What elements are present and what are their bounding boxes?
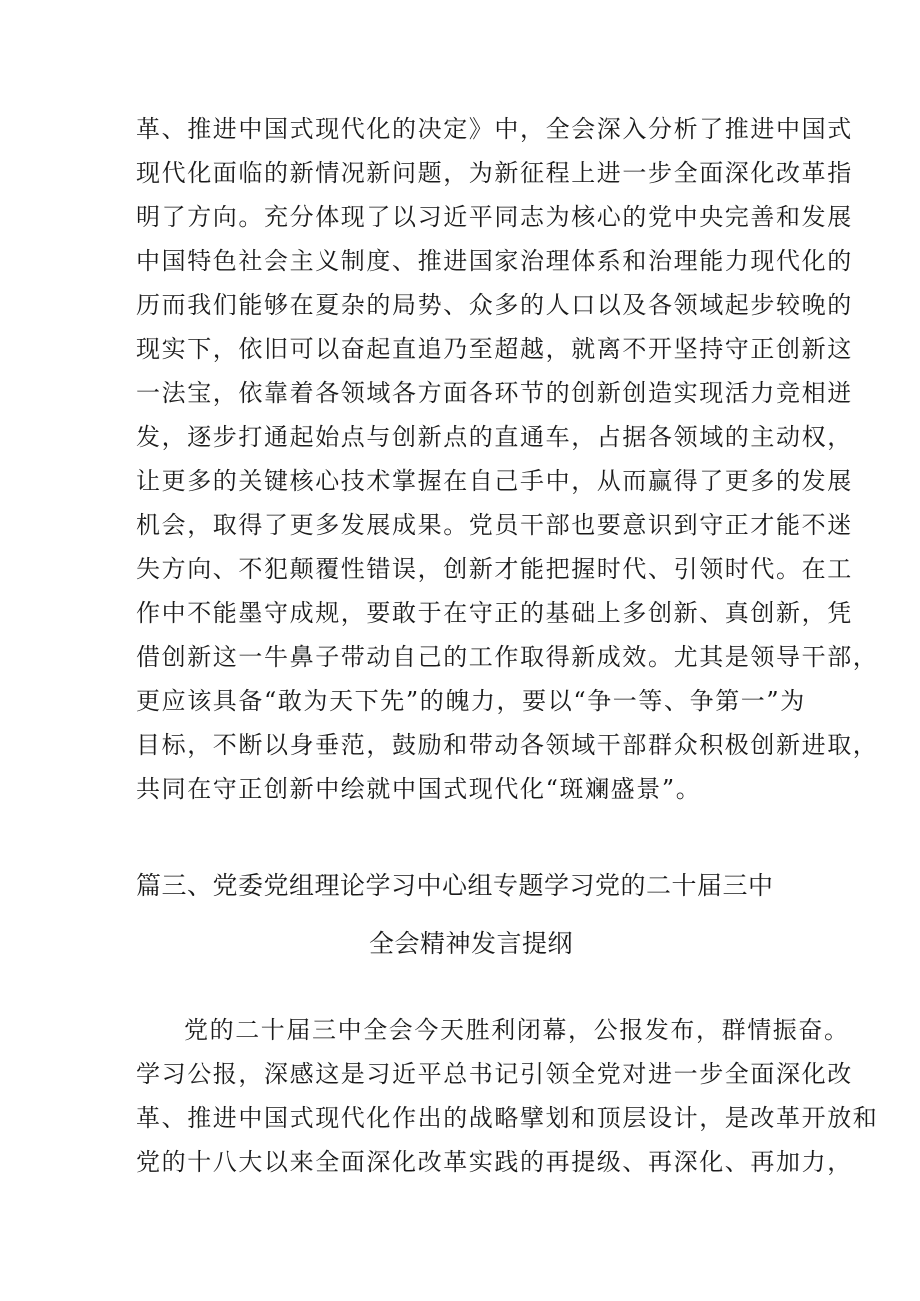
paragraph-1-line: 明了方向。充分体现了以习近平同志为核心的党中央完善和发展 [136,203,853,231]
paragraph-1-line: 历而我们能够在夏杂的局势、众多的人口以及各领域起步较晚的 [136,291,853,319]
paragraph-1-line: 中国特色社会主义制度、推进国家治理体系和治理能力现代化的 [136,247,853,275]
paragraph-1-line: 借创新这一牛鼻子带动自己的工作取得新成效。尤其是领导干部， [136,643,879,671]
paragraph-1-line: 共同在守正创新中绘就中国式现代化“斑斓盛景”。 [136,775,702,803]
paragraph-2-line: 党的十八大以来全面深化改革实践的再提级、再深化、再加力， [136,1148,853,1176]
paragraph-1-line: 机会，取得了更多发展成果。党员干部也要意识到守正才能不迷 [136,511,853,539]
paragraph-1-line: 一法宝，依靠着各领域各方面各环节的创新创造实现活力竞相迸 [136,379,853,407]
paragraph-1-line: 作中不能墨守成规，要敢于在守正的基础上多创新、真创新，凭 [136,599,853,627]
paragraph-1-line: 失方向、不犯颠覆性错误，创新才能把握时代、引领时代。在工 [136,555,853,583]
paragraph-2-line: 学习公报，深感这是习近平总书记引领全党对进一步全面深化改 [136,1060,853,1088]
paragraph-1-line: 现代化面临的新情况新问题，为新征程上进一步全面深化改革指 [136,159,853,187]
paragraph-1-line: 革、推进中国式现代化的决定》中，全会深入分析了推进中国式 [136,115,853,143]
paragraph-2-line: 党的二十届三中全会今天胜利闭幕，公报发布，群情振奋。 [184,1016,850,1044]
section-heading-line-1: 篇三、党委党组理论学习中心组专题学习党的二十届三中 [136,871,774,900]
paragraph-1-line: 更应该具备“敢为天下先”的魄力，要以“争一等、争第一”为 [136,687,806,715]
paragraph-1-line: 目标，不断以身垂范，鼓励和带动各领域干部群众积极创新进取， [136,731,879,759]
paragraph-1-line: 现实下，依旧可以奋起直追乃至超越，就离不开坚持守正创新这 [136,335,853,363]
section-heading-line-2: 全会精神发言提纲 [369,929,574,958]
paragraph-1-line: 发，逐步打通起始点与创新点的直通车，占据各领域的主动权， [136,423,853,451]
paragraph-2-line: 革、推进中国式现代化作出的战略擘划和顶层设计，是改革开放和 [136,1104,879,1132]
paragraph-1-line: 让更多的关键核心技术掌握在自己手中，从而赢得了更多的发展 [136,467,853,495]
